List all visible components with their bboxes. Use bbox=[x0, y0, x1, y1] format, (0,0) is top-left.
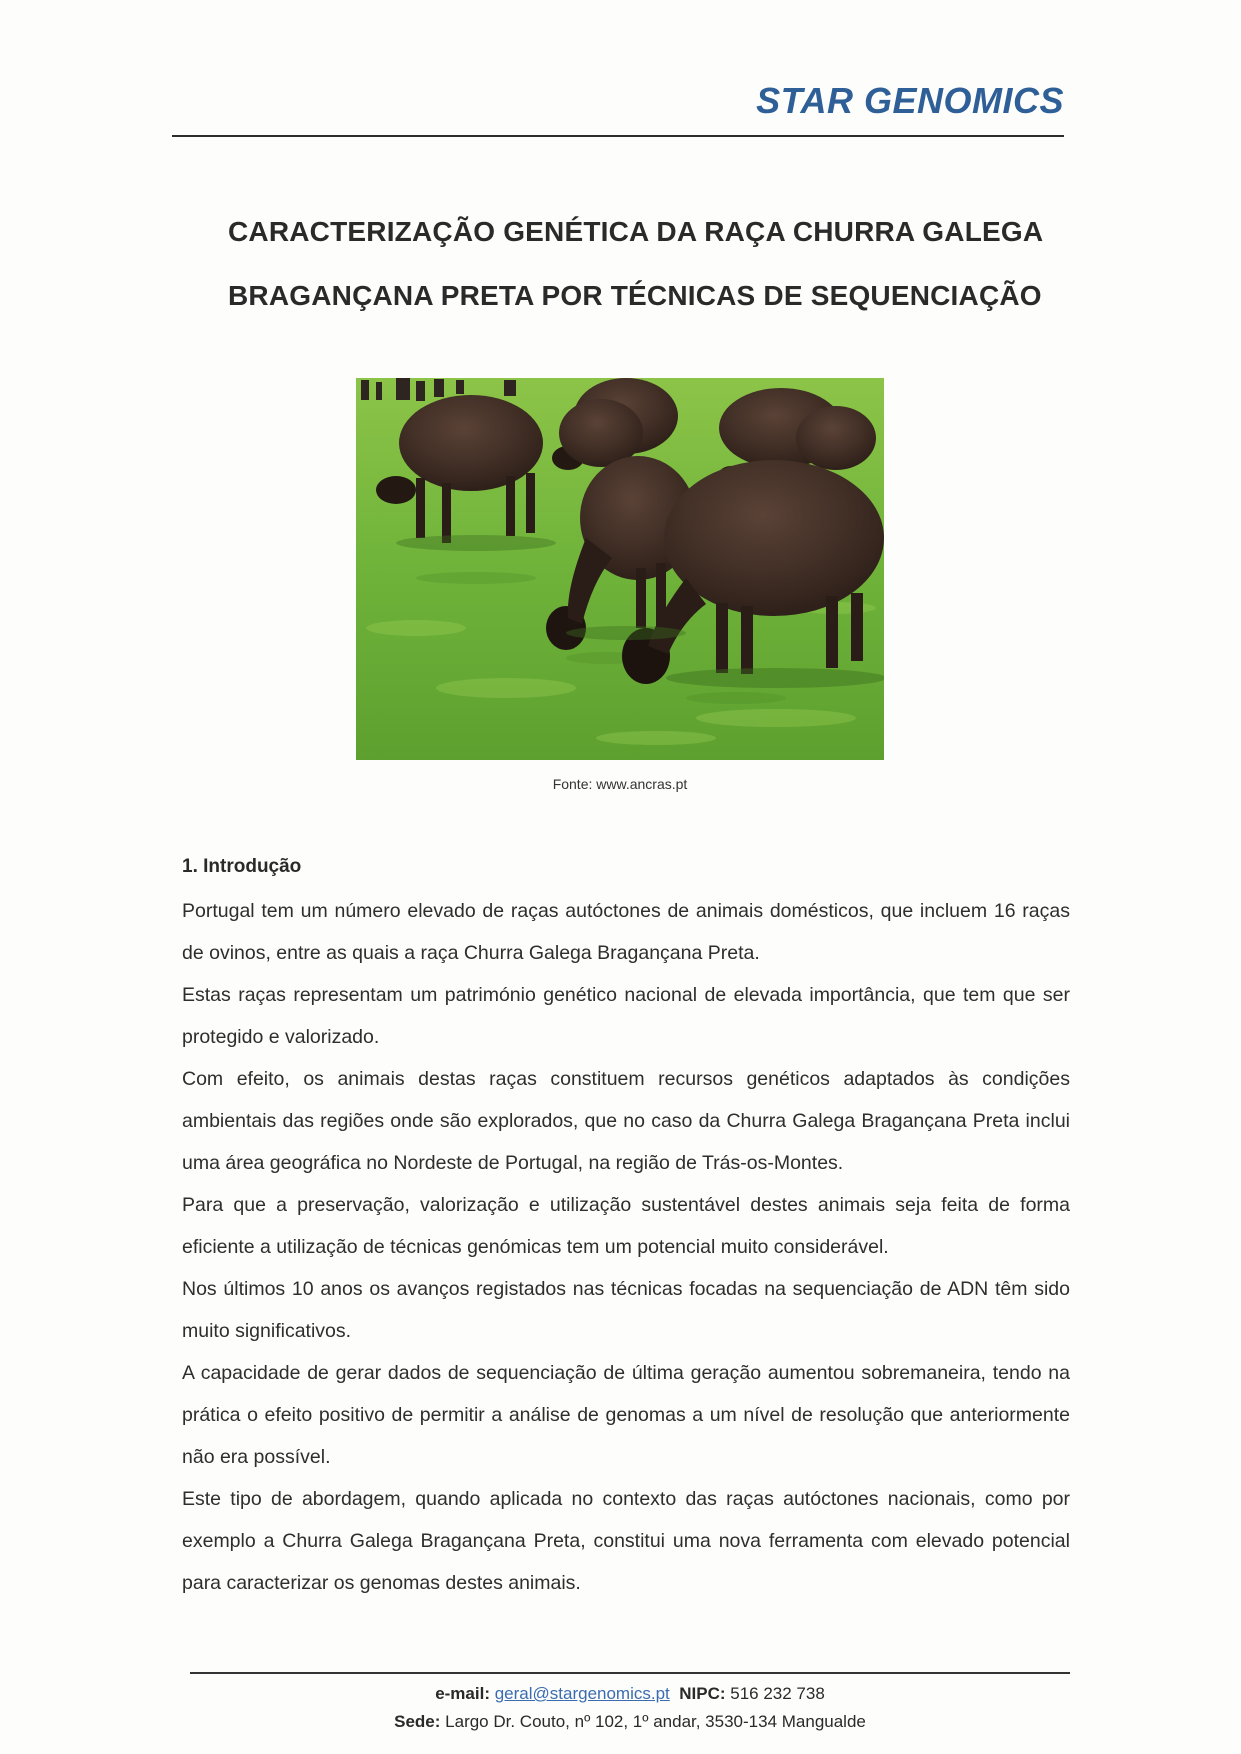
footer-divider bbox=[190, 1672, 1070, 1674]
title-line-1: CARACTERIZAÇÃO GENÉTICA DA RAÇA CHURRA GALEGA bbox=[228, 216, 1044, 247]
page-footer bbox=[190, 1680, 1070, 1736]
nipc-label: NIPC: bbox=[679, 1684, 726, 1703]
document-title bbox=[228, 200, 1048, 328]
footer-contact-line bbox=[190, 1680, 1070, 1708]
page-header bbox=[172, 60, 1064, 138]
header-divider bbox=[172, 135, 1064, 137]
introduction-section bbox=[182, 850, 1070, 1604]
email-label: e-mail: bbox=[435, 1684, 490, 1703]
paragraph-6: A capacidade de gerar dados de sequenciação de última geração aumentou sobremaneira, tendo na prática o efeito positivo de permitir a análise de genomas a um nível de resolução que anteriormente não era possível. bbox=[182, 1362, 1070, 1468]
paragraph-1: Portugal tem um número elevado de raças autóctones de animais domésticos, que incluem 16 raças de ovinos, entre as quais a raça Churra Galega Bragançana Preta. bbox=[182, 900, 1070, 964]
paragraph-4: Para que a preservação, valorização e utilização sustentável destes animais seja feita de forma eficiente a utilização de técnicas genómicas tem um potencial muito considerável. bbox=[182, 1194, 1070, 1258]
nipc-value: 516 232 738 bbox=[730, 1684, 825, 1703]
sede-label: Sede: bbox=[394, 1712, 441, 1731]
paragraph-7: Este tipo de abordagem, quando aplicada no contexto das raças autóctones nacionais, como por exemplo a Churra Galega Bragançana Preta, constitui uma nova ferramenta com elevado potencial para caracterizar os genomas destes animais. bbox=[182, 1488, 1070, 1594]
email-link[interactable]: geral@stargenomics.pt bbox=[494, 1684, 670, 1703]
photo-caption: Fonte: www.ancras.pt bbox=[552, 776, 688, 792]
section-heading: 1. Introdução bbox=[182, 856, 302, 877]
paragraph-2: Estas raças representam um património genético nacional de elevada importância, que tem que ser protegido e valorizado. bbox=[182, 984, 1070, 1048]
company-logo-text: STAR GENOMICS bbox=[756, 80, 1064, 121]
sede-value: Largo Dr. Couto, nº 102, 1º andar, 3530-134 Mangualde bbox=[445, 1712, 866, 1731]
paragraph-5: Nos últimos 10 anos os avanços registados nas técnicas focadas na sequenciação de ADN têm sido muito significativos. bbox=[182, 1278, 1070, 1342]
sheep-grazing-image bbox=[356, 378, 884, 760]
footer-address-line bbox=[190, 1708, 1070, 1736]
paragraph-3: Com efeito, os animais destas raças constituem recursos genéticos adaptados às condições ambientais das regiões onde são explorados, que no caso da Churra Galega Bragançana Preta inclui uma área geográfica no Nordeste de Portugal, na região de Trás-os-Montes. bbox=[182, 1068, 1070, 1174]
title-line-2: BRAGANÇANA PRETA POR TÉCNICAS DE SEQUENCIAÇÃO bbox=[228, 280, 1042, 311]
sheep-photo bbox=[356, 378, 884, 760]
